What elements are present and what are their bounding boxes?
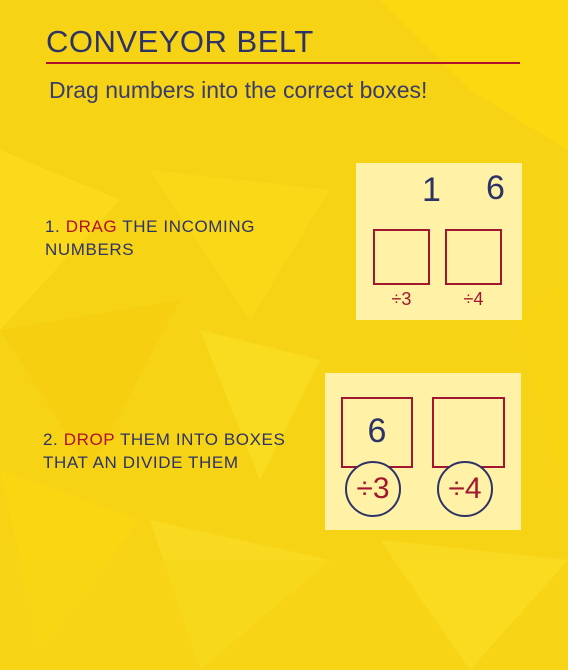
step-1-prefix: 1.: [45, 217, 66, 236]
step-2-action: DROP: [63, 430, 115, 449]
incoming-number[interactable]: 6: [486, 169, 505, 207]
step-1-action: DRAG: [65, 217, 118, 236]
divisor-badge-4: ÷4: [437, 461, 493, 517]
drop-example-panel: [325, 373, 521, 530]
drop-box-divide-4[interactable]: [445, 229, 502, 285]
divisor-badge-3: ÷3: [345, 461, 401, 517]
drop-box-divide-3[interactable]: [373, 229, 430, 285]
page-title: CONVEYOR BELT: [46, 24, 520, 64]
step-1-rest: THE INCOMING NUMBERS: [45, 217, 256, 259]
dropped-number: 6: [367, 412, 387, 450]
incoming-number[interactable]: 1: [422, 171, 441, 209]
step-2-rest: THEM INTO BOXES THAT AN DIVIDE THEM: [43, 430, 286, 472]
drop-box-divide-3[interactable]: [341, 397, 413, 468]
step-2-text: [43, 428, 319, 474]
instructions-subtitle: Drag numbers into the correct boxes!: [49, 77, 428, 103]
box-label-divide-4: ÷4: [463, 289, 484, 309]
step-1-text: [45, 215, 285, 261]
box-label-divide-3: ÷3: [391, 289, 412, 309]
drag-example-panel: [356, 163, 522, 320]
step-2-prefix: 2.: [43, 430, 64, 449]
drop-box-divide-4[interactable]: [432, 397, 505, 468]
